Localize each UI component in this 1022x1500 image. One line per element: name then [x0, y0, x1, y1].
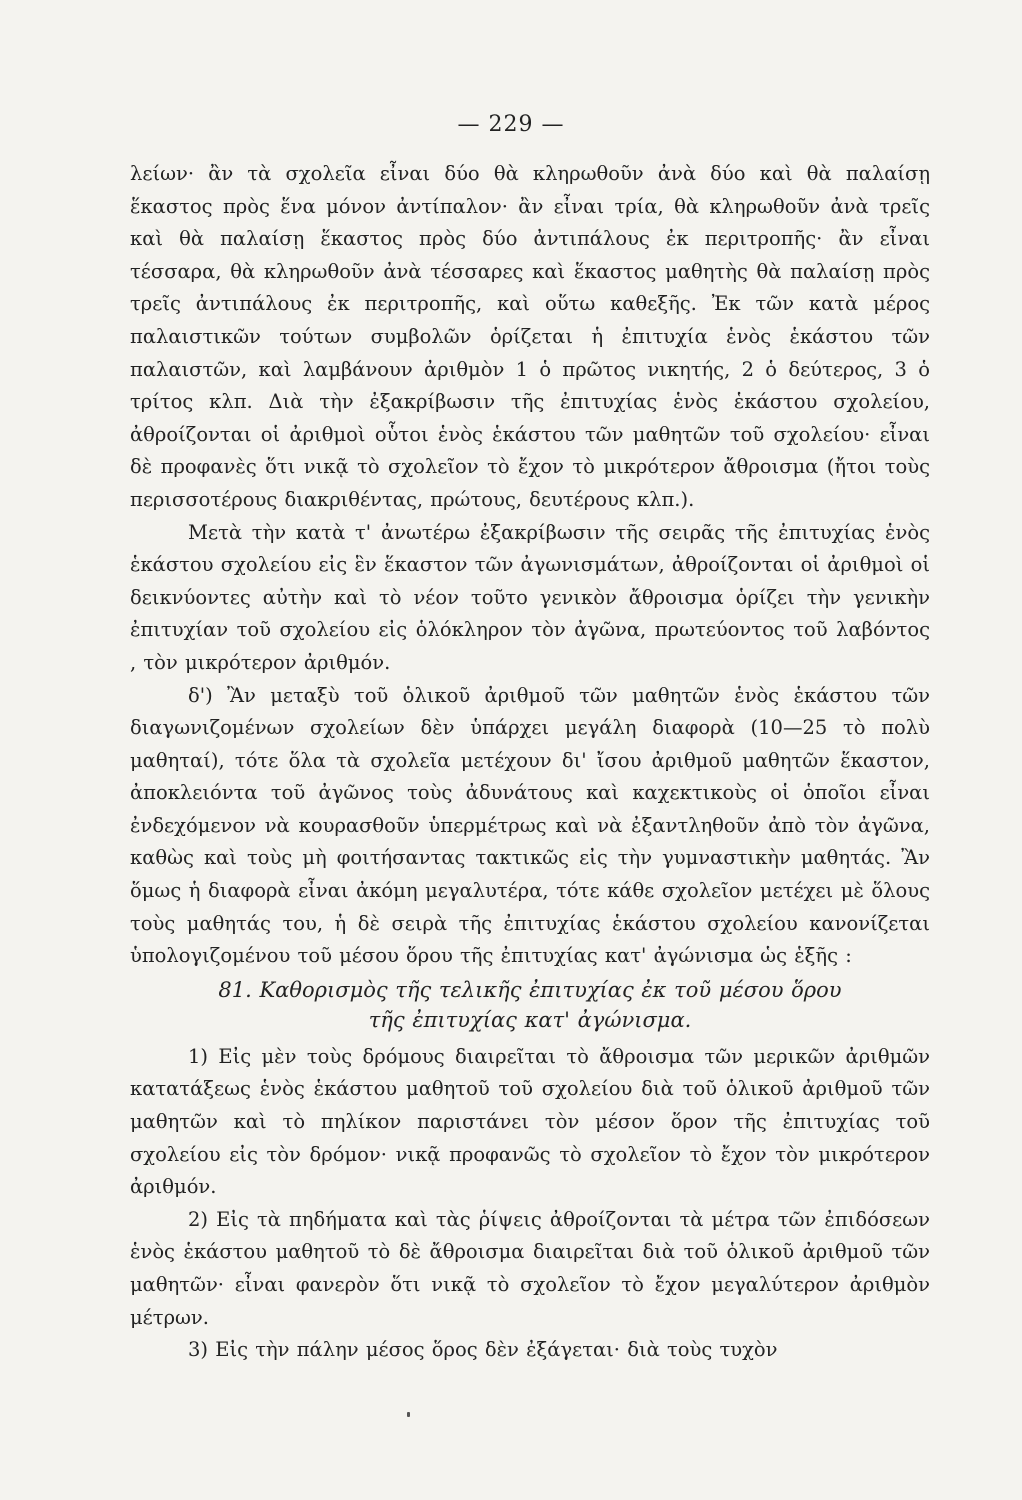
- paragraph-general-success: Μετὰ τὴν κατὰ τ' ἀνωτέρω ἐξακρίβωσιν τῆς σειρᾶς τῆς ἐπιτυχίας ἑνὸς ἑκάστου σχολείου εἰς ἓν ἕκαστον τῶν ἀγωνισμάτων, ἀθροίζονται οἱ ἀριθμοὶ οἱ δεικνύοντες αὐτὴν καὶ τὸ νέον τοῦτο γενικὸν ἄθροισμα ὁρίζει τὴν γενικὴν ἐπιτυχίαν τοῦ σχολείου εἰς ὁλόκληρον τὸν ἀγῶνα, πρωτεύοντος τοῦ λαβόντος , τὸν μικρότερον ἀριθμόν.: [130, 520, 930, 674]
- paragraph-races: 1) Εἰς μὲν τοὺς δρόμους διαιρεῖται τὸ ἄθροισμα τῶν μερικῶν ἀριθμῶν κατατάξεως ἑνὸς ἑκάστου μαθητοῦ τοῦ σχολείου διὰ τοῦ ὁλικοῦ ἀριθμοῦ τῶν μαθητῶν καὶ τὸ πηλίκον παριστάνει τὸν μέσον ὅρον τῆς ἐπιτυχίας τοῦ σχολείου εἰς τὸν δρόμον· νικᾷ προφανῶς τὸ σχολεῖον τὸ ἔχον τὸν μικρότερον ἀριθμόν.: [130, 1044, 930, 1199]
- ink-speck: [407, 1412, 410, 1417]
- section-heading: [130, 975, 930, 1035]
- page-number: — 229 —: [457, 112, 565, 137]
- section-heading-line-1: 81. Καθορισμὸς τῆς τελικῆς ἐπιτυχίας ἐκ τοῦ μέσου ὅρου: [218, 977, 842, 1002]
- paragraph-wrestling: 3) Εἰς τὴν πάλην μέσος ὅρος δὲν ἐξάγεται· διὰ τοὺς τυχὸν: [188, 1338, 778, 1362]
- section-heading-line-2: τῆς ἐπιτυχίας κατ' ἀγώνισμα.: [368, 1007, 692, 1032]
- paragraph-wrestling-draw: λείων· ἂν τὰ σχολεῖα εἶναι δύο θὰ κληρωθοῦν ἀνὰ δύο καὶ θὰ παλαίσῃ ἕκαστος πρὸς ἕνα μόνον ἀντίπαλον· ἂν εἶναι τρία, θὰ κληρωθοῦν ἀνὰ τρεῖς καὶ θὰ παλαίσῃ ἕκαστος πρὸς δύο ἀντιπάλους ἐκ περιτροπῆς· ἂν εἶναι τέσσαρα, θὰ κληρωθοῦν ἀνὰ τέσσαρες καὶ ἕκαστος μαθητὴς θὰ παλαίσῃ πρὸς τρεῖς ἀντιπάλους ἐκ περιτροπῆς, καὶ οὕτω καθεξῆς. Ἐκ τῶν κατὰ μέρος παλαιστικῶν τούτων συμβολῶν ὁρίζεται ἡ ἐπιτυχία ἑνὸς ἑκάστου τῶν παλαιστῶν, καὶ λαμβάνουν ἀριθμὸν 1 ὁ πρῶτος νικητής, 2 ὁ δεύτερος, 3 ὁ τρίτος κλπ. Διὰ τὴν ἐξακρίβωσιν τῆς ἐπιτυχίας ἑνὸς ἑκάστου σχολείου, ἀθροίζονται οἱ ἀριθμοὶ οὗτοι ἑνὸς ἑκάστου τῶν μαθητῶν τοῦ σχολείου· εἶναι δὲ προφανὲς ὅτι νικᾷ τὸ σχολεῖον τὸ ἔχον τὸ μικρότερον ἄθροισμα (ἤτοι τοὺς περισσοτέρους διακριθέντας, πρώτους, δευτέρους κλπ.).: [130, 162, 930, 511]
- paragraph-clause-d: δ') Ἂν μεταξὺ τοῦ ὁλικοῦ ἀριθμοῦ τῶν μαθητῶν ἑνὸς ἑκάστου τῶν διαγωνιζομένων σχολείων δὲν ὑπάρχει μεγάλη διαφορὰ (10—25 τὸ πολὺ μαθηταί), τότε ὅλα τὰ σχολεῖα μετέχουν δι' ἴσου ἀριθμοῦ μαθητῶν ἕκαστον, ἀποκλειόντα τοῦ ἀγῶνος τοὺς ἀδυνάτους καὶ καχεκτικοὺς οἱ ὁποῖοι εἶναι ἐνδεχόμενον νὰ κουρασθοῦν ὑπερμέτρως καὶ νὰ ἐξαντληθοῦν ἀπὸ τὸν ἀγῶνα, καθὼς καὶ τοὺς μὴ φοιτήσαντας τακτικῶς εἰς τὴν γυμναστικὴν μαθητάς. Ἂν ὅμως ἡ διαφορὰ εἶναι ἀκόμη μεγαλυτέρα, τότε κάθε σχολεῖον μετέχει μὲ ὅλους τοὺς μαθητάς του, ἡ δὲ σειρὰ τῆς ἐπιτυχίας ἑκάστου σχολείου κανονίζεται ὑπολογιζομένου τοῦ μέσου ὅρου τῆς ἐπιτυχίας κατ' ἀγώνισμα ὡς ἑξῆς :: [130, 683, 930, 968]
- paragraph-jumps-throws: 2) Εἰς τὰ πηδήματα καὶ τὰς ῥίψεις ἀθροίζονται τὰ μέτρα τῶν ἐπιδόσεων ἑνὸς ἑκάστου μαθητοῦ τὸ δὲ ἄθροισμα διαιρεῖται διὰ τοῦ ὁλικοῦ ἀριθμοῦ τῶν μαθητῶν· εἶναι φανερὸν ὅτι νικᾷ τὸ σχολεῖον τὸ ἔχον μεγαλύτερον ἀριθμὸν μέτρων.: [130, 1207, 930, 1329]
- body-text: [130, 158, 930, 1367]
